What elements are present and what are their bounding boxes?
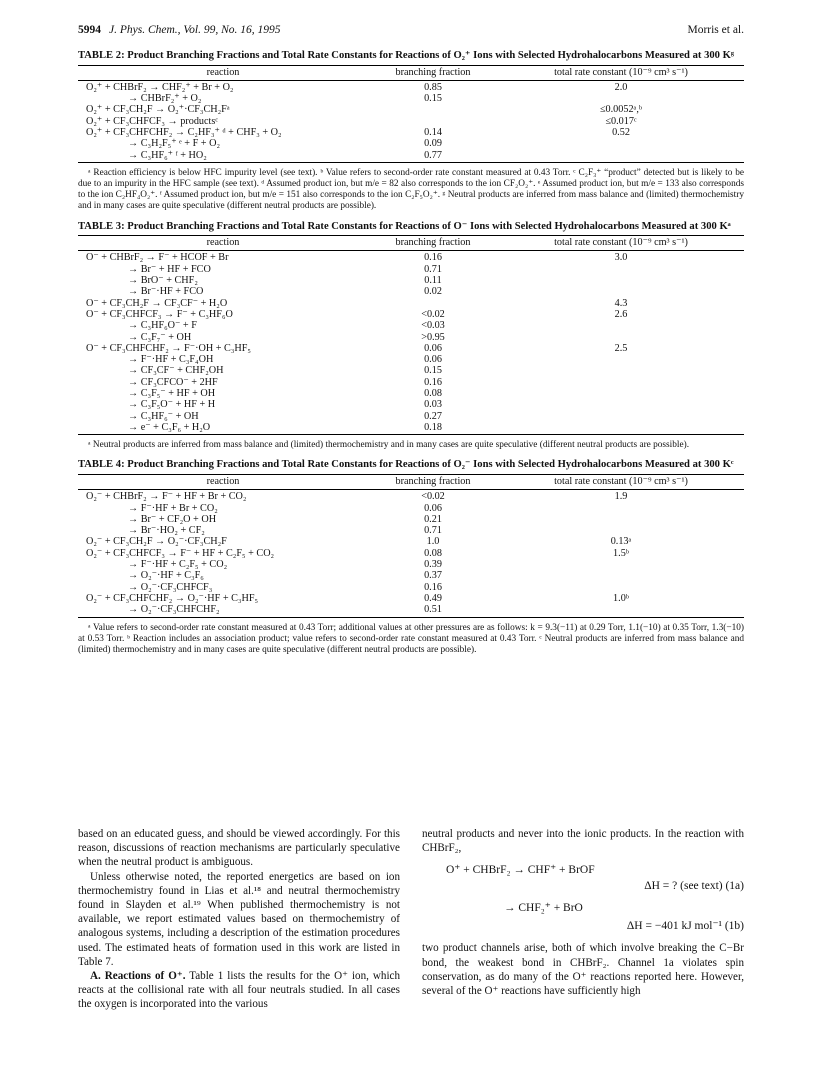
table-row bbox=[78, 354, 744, 365]
branching-fraction-cell: <0.02 bbox=[421, 308, 445, 320]
rate-constant-cell bbox=[498, 582, 744, 593]
reaction-cell: O⁻ + CF₃CHFCF₃ → F⁻ + C₃HF₆O bbox=[86, 308, 233, 320]
equation-1: O⁺ + CHBrF₂ → CHF⁺ + BrOF bbox=[446, 864, 595, 877]
branching-fraction-cell: 0.21 bbox=[424, 513, 442, 525]
equation-1-enthalpy: ΔH = ? (see text) (1a) bbox=[644, 880, 744, 893]
reaction-cell: O₂⁻ + CF₃CHFCF₃ → F⁻ + HF + C₂F₅ + CO₂ bbox=[86, 547, 275, 559]
table3 bbox=[78, 235, 744, 435]
table-row bbox=[78, 536, 744, 547]
branching-fraction-cell: 0.18 bbox=[368, 422, 498, 435]
branching-fraction-cell: 0.37 bbox=[424, 570, 442, 582]
table2 bbox=[78, 65, 744, 163]
paragraph-text: Table 1 lists the results for the O⁺ ion, which reacts at the collisional rate with all four neutrals studied. In all cases the oxygen is incorporated into the various bbox=[78, 970, 400, 1011]
table-row bbox=[78, 548, 744, 559]
rate-constant-cell bbox=[498, 559, 744, 570]
table-row bbox=[78, 365, 744, 376]
table2-col-branching: branching fraction bbox=[368, 65, 498, 80]
branching-fraction-cell: 0.51 bbox=[368, 604, 498, 617]
paper-page bbox=[78, 24, 744, 656]
table3-col-branching: branching fraction bbox=[368, 236, 498, 251]
branching-fraction-cell bbox=[368, 298, 498, 309]
authors: Morris et al. bbox=[687, 24, 744, 36]
table-row bbox=[78, 604, 744, 617]
branching-fraction-cell: <0.02 bbox=[421, 491, 445, 503]
rate-constant-cell bbox=[498, 332, 744, 343]
branching-fraction-cell: 0.06 bbox=[424, 502, 442, 514]
paragraph: Unless otherwise noted, the reported energetics are based on ion thermochemistry found in Lias et al.¹⁸ and neutral thermochemistry found in Slayden et al.¹⁹ When published thermochemistry is not available, we report estimated values based on thermochemistry of analogous systems, including a description of the estimation procedures used. The estimated heats of formation used in this work are listed in Table 7. bbox=[78, 870, 400, 968]
reaction-cell: → Br⁻ + CF₂O + OH bbox=[128, 513, 217, 525]
branching-fraction-cell: 0.02 bbox=[424, 286, 442, 298]
table3-col-reaction: reaction bbox=[78, 236, 368, 251]
reaction-cell: O₂⁺ + CF₃CH₂F → O₂⁺·CF₃CH₂Fᵃ bbox=[86, 104, 230, 116]
reaction-cell: O₂⁻ + CF₃CHFCHF₂ → O₂⁻·HF + C₃HF₅ bbox=[86, 592, 259, 604]
table-row bbox=[78, 298, 744, 309]
equation-2-enthalpy: ΔH = −401 kJ mol⁻¹ (1b) bbox=[626, 920, 744, 933]
table2-col-reaction: reaction bbox=[78, 65, 368, 80]
branching-fraction-cell: 0.15 bbox=[424, 93, 442, 105]
page-number: 5994 bbox=[78, 24, 101, 36]
table-row bbox=[78, 138, 744, 149]
table3-caption: TABLE 3: Product Branching Fractions and Total Rate Constants for Reactions of O⁻ Ions with Selected Hydrohalocarbons Measured at 300 Kᵃ bbox=[78, 220, 731, 232]
table-row bbox=[78, 93, 744, 104]
table-row bbox=[78, 343, 744, 354]
table-row bbox=[78, 559, 744, 570]
rate-constant-cell: 2.6 bbox=[614, 308, 628, 320]
table2-footnotes: ᵃ Reaction efficiency is below HFC impurity level (see text). ᵇ Value refers to second-order rate constant measured at 0.43 Torr. ᶜ C₂F₃⁺ “product” detected but is likely to be due to an impurity in the HFC sample (see text). ᵈ Assumed product ion, but m/e = 82 also corresponds to the ion CF₂O₂⁺. ᵉ Assumed product ion, but m/e = 133 also corresponds to the ion C₂HF₄O₂⁺. ᶠ Assumed product ion, but m/e = 151 also corresponds to the ion C₂F₅O₂⁺. ᵍ Neutral products are inferred from mass balance and (limited) thermochemistry and in many cases are quite speculative (different neutral products are possible). bbox=[78, 167, 744, 212]
reaction-cell: → C₃F₇⁻ + OH bbox=[128, 331, 192, 343]
table3-footnotes: ᵃ Neutral products are inferred from mass balance and (limited) thermochemistry and in many cases are quite speculative (different neutral products are possible). bbox=[88, 440, 690, 451]
table-row bbox=[78, 309, 744, 320]
reaction-cell: → C₃F₅O⁻ + HF + H bbox=[128, 399, 216, 411]
table-row bbox=[78, 388, 744, 399]
table-row bbox=[78, 116, 744, 127]
table-row bbox=[78, 286, 744, 297]
rate-constant-cell: 1.9 bbox=[614, 491, 628, 503]
branching-fraction-cell: 0.77 bbox=[368, 150, 498, 163]
table-row bbox=[78, 503, 744, 514]
table4-footnotes: ᵃ Value refers to second-order rate constant measured at 0.43 Torr; additional values at other pressures are as follows: k = 9.3(−11) at 0.29 Torr, 1.1(−10) at 0.35 Torr, 1.3(−10) at 0.53 Torr. ᵇ Reaction includes an association product; value refers to second-order rate constant measured at 0.43 Torr. ᶜ Neutral products are inferred from mass balance and (limited) thermochemistry and in many cases are quite speculative (different neutral products are possible). bbox=[78, 622, 744, 655]
branching-fraction-cell: 0.15 bbox=[424, 365, 442, 377]
branching-fraction-cell: 0.14 bbox=[424, 126, 442, 138]
table-row bbox=[78, 593, 744, 604]
reaction-cell: O₂⁻ + CF₃CH₂F → O₂⁻·CF₃CH₂F bbox=[86, 536, 227, 548]
equation-2: → CHF₂⁺ + BrO bbox=[504, 902, 583, 915]
branching-fraction-cell: 0.39 bbox=[424, 559, 442, 571]
table2-body bbox=[78, 80, 744, 162]
branching-fraction-cell: 0.11 bbox=[424, 275, 442, 287]
reaction-cell: → Br⁻·HF + FCO bbox=[128, 286, 204, 298]
table-row bbox=[78, 332, 744, 343]
table-row bbox=[78, 411, 744, 422]
section-heading: A. Reactions of O⁺. bbox=[90, 970, 186, 983]
table2-caption: TABLE 2: Product Branching Fractions and Total Rate Constants for Reactions of O₂⁺ Ions with Selected Hydrohalocarbons Measured at 300 Kᵍ bbox=[78, 50, 734, 61]
branching-fraction-cell: 1.0 bbox=[426, 536, 440, 548]
table-row bbox=[78, 570, 744, 581]
reaction-cell: O₂⁻ + CHBrF₂ → F⁻ + HF + Br + CO₂ bbox=[86, 491, 247, 503]
rate-constant-cell bbox=[498, 399, 744, 410]
table-row bbox=[78, 422, 744, 435]
table-row bbox=[78, 150, 744, 163]
branching-fraction-cell: 0.06 bbox=[424, 342, 442, 354]
reaction-cell: → CHBrF₂⁺ + O₂ bbox=[128, 93, 202, 105]
rate-constant-cell: 1.0ᵇ bbox=[613, 592, 629, 604]
rate-constant-cell bbox=[498, 604, 744, 617]
rate-constant-cell bbox=[498, 525, 744, 536]
table-row bbox=[78, 127, 744, 138]
reaction-cell: → O₂⁻·HF + C₃F₆ bbox=[128, 570, 204, 582]
reaction-cell: → C₃F₅⁻ + HF + OH bbox=[128, 388, 216, 400]
rate-constant-cell bbox=[498, 275, 744, 286]
left-column bbox=[78, 827, 400, 1012]
rate-constant-cell bbox=[498, 503, 744, 514]
rate-constant-cell bbox=[498, 570, 744, 581]
table-row bbox=[78, 399, 744, 410]
rate-constant-cell bbox=[498, 422, 744, 435]
branching-fraction-cell: 0.16 bbox=[424, 252, 442, 264]
table-row bbox=[78, 275, 744, 286]
reaction-cell: O₂⁺ + CF₃CHFCF₃ → productsᶜ bbox=[86, 115, 218, 127]
branching-fraction-cell: >0.95 bbox=[421, 331, 445, 343]
branching-fraction-cell: 0.16 bbox=[424, 581, 442, 593]
reaction-cell: → e⁻ + C₃F₆ + H₂O bbox=[78, 422, 368, 435]
rate-constant-cell: 2.0 bbox=[614, 81, 628, 93]
journal-citation: J. Phys. Chem., Vol. 99, No. 16, 1995 bbox=[109, 24, 281, 36]
reaction-cell: O⁻ + CHBrF₂ → F⁻ + HCOF + Br bbox=[86, 252, 229, 264]
rate-constant-cell bbox=[498, 365, 744, 376]
rate-constant-cell bbox=[498, 286, 744, 297]
reaction-cell: → Br⁻·HO₂ + CF₂ bbox=[128, 525, 205, 537]
branching-fraction-cell: 0.08 bbox=[424, 388, 442, 400]
table-row bbox=[78, 377, 744, 388]
rate-constant-cell bbox=[498, 93, 744, 104]
table-row bbox=[78, 264, 744, 275]
table3-col-rate: total rate constant (10⁻⁹ cm³ s⁻¹) bbox=[498, 236, 744, 251]
reaction-cell: O⁻ + CF₃CH₂F → CF₃CF⁻ + H₂O bbox=[86, 297, 228, 309]
reaction-cell: → F⁻·HF + C₂F₅ + CO₂ bbox=[128, 559, 228, 571]
table4-caption: TABLE 4: Product Branching Fractions and Total Rate Constants for Reactions of O₂⁻ Ions with Selected Hydrohalocarbons Measured at 300 Kᶜ bbox=[78, 459, 734, 471]
reaction-cell: → CF₃CF⁻ + CHF₂OH bbox=[128, 365, 224, 377]
paragraph bbox=[78, 969, 400, 1012]
reaction-cell: O₂⁺ + CHBrF₂ → CHF₂⁺ + Br + O₂ bbox=[86, 81, 234, 93]
branching-fraction-cell: 0.85 bbox=[424, 81, 442, 93]
rate-constant-cell bbox=[498, 411, 744, 422]
table-row bbox=[78, 80, 744, 93]
branching-fraction-cell bbox=[368, 104, 498, 115]
rate-constant-cell bbox=[498, 388, 744, 399]
rate-constant-cell bbox=[498, 354, 744, 365]
rate-constant-cell: ≤0.017ᶜ bbox=[605, 115, 637, 127]
branching-fraction-cell: 0.71 bbox=[424, 263, 442, 275]
branching-fraction-cell bbox=[368, 116, 498, 127]
table4-col-reaction: reaction bbox=[78, 474, 368, 489]
table-row bbox=[78, 104, 744, 115]
rate-constant-cell bbox=[498, 377, 744, 388]
table-row bbox=[78, 514, 744, 525]
rate-constant-cell: ≤0.0052ᵃ,ᵇ bbox=[599, 104, 643, 116]
branching-fraction-cell: 0.08 bbox=[424, 547, 442, 559]
paragraph: based on an educated guess, and should be viewed accordingly. For this reason, discussions of reaction mechanisms are particularly speculative when the neutral product is ambiguous. bbox=[78, 828, 400, 869]
rate-constant-cell: 0.13ᵃ bbox=[610, 536, 632, 548]
table-row bbox=[78, 582, 744, 593]
branching-fraction-cell: 0.49 bbox=[424, 592, 442, 604]
table-row bbox=[78, 251, 744, 264]
reaction-cell: → F⁻·HF + C₃F₄OH bbox=[128, 354, 214, 366]
branching-fraction-cell: 0.16 bbox=[424, 376, 442, 388]
body-text bbox=[78, 827, 744, 1012]
table3-body bbox=[78, 251, 744, 435]
equation-block bbox=[422, 863, 744, 933]
reaction-cell: → CF₃CFCO⁻ + 2HF bbox=[128, 376, 218, 388]
right-column bbox=[422, 827, 744, 1012]
reaction-cell: → C₃HF₆⁻ + OH bbox=[128, 410, 199, 422]
branching-fraction-cell: 0.06 bbox=[424, 354, 442, 366]
reaction-cell: → O₂⁻·CF₃CHFCF₃ bbox=[128, 581, 213, 593]
branching-fraction-cell: 0.03 bbox=[424, 399, 442, 411]
branching-fraction-cell: 0.09 bbox=[424, 138, 442, 150]
rate-constant-cell: 2.5 bbox=[614, 342, 628, 354]
rate-constant-cell: 0.52 bbox=[612, 126, 630, 138]
table4-col-rate: total rate constant (10⁻⁹ cm³ s⁻¹) bbox=[498, 474, 744, 489]
table2-col-rate: total rate constant (10⁻⁹ cm³ s⁻¹) bbox=[498, 65, 744, 80]
reaction-cell: → Br⁻ + HF + FCO bbox=[128, 263, 211, 275]
branching-fraction-cell: <0.03 bbox=[421, 320, 445, 332]
rate-constant-cell bbox=[498, 514, 744, 525]
reaction-cell: → BrO⁻ + CHF₂ bbox=[128, 275, 198, 287]
reaction-cell: O₂⁺ + CF₃CHFCHF₂ → C₂HF₃⁺ ᵈ + CHF₃ + O₂ bbox=[86, 126, 282, 138]
paragraph: neutral products and never into the ionic products. In the reaction with CHBrF₂, bbox=[422, 828, 744, 855]
paragraph: two product channels arise, both of which involve breaking the C−Br bond, the weakest bond in CHBrF₂. Channel 1a violates spin conservation, as do many of the O⁺ reactions reported here. However, several of the O⁺ reactions have sufficiently high bbox=[422, 942, 744, 998]
rate-constant-cell bbox=[498, 150, 744, 163]
rate-constant-cell bbox=[498, 138, 744, 149]
reaction-cell: → C₃HF₆⁺ ᶠ + HO₂ bbox=[78, 150, 368, 163]
branching-fraction-cell: 0.27 bbox=[424, 410, 442, 422]
reaction-cell: → C₃HF₆O⁻ + F bbox=[128, 320, 197, 332]
rate-constant-cell: 1.5ᵇ bbox=[613, 547, 629, 559]
running-header bbox=[78, 24, 744, 42]
rate-constant-cell bbox=[498, 320, 744, 331]
reaction-cell: → C₃H₂F₅⁺ ᵉ + F + O₂ bbox=[128, 138, 220, 150]
rate-constant-cell: 3.0 bbox=[614, 252, 628, 264]
table-row bbox=[78, 320, 744, 331]
reaction-cell: O⁻ + CF₃CHFCHF₂ → F⁻·OH + C₃HF₅ bbox=[86, 342, 251, 354]
branching-fraction-cell: 0.71 bbox=[424, 525, 442, 537]
reaction-cell: → O₂⁻·CF₃CHFCHF₂ bbox=[78, 604, 368, 617]
table4 bbox=[78, 474, 744, 618]
reaction-cell: → F⁻·HF + Br + CO₂ bbox=[128, 502, 218, 514]
table4-body bbox=[78, 490, 744, 617]
table4-col-branching: branching fraction bbox=[368, 474, 498, 489]
table-row bbox=[78, 525, 744, 536]
rate-constant-cell bbox=[498, 264, 744, 275]
rate-constant-cell: 4.3 bbox=[614, 297, 628, 309]
table-row bbox=[78, 490, 744, 503]
